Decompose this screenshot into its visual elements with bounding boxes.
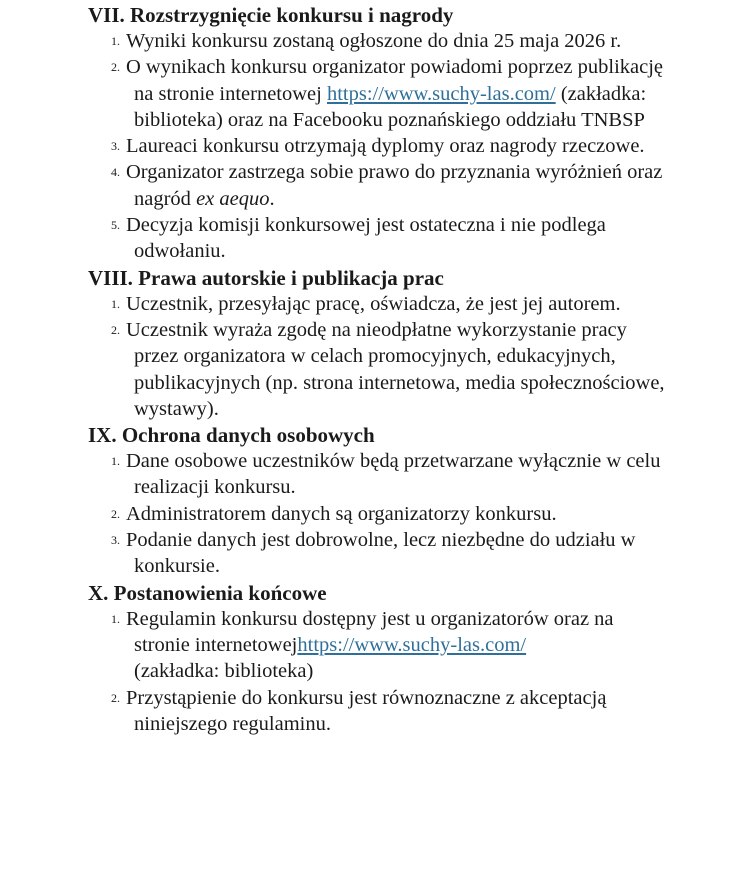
section-title-viii: VIII. Prawa autorskie i publikacja prac — [88, 265, 444, 290]
item-number: 2. — [111, 322, 120, 337]
item-text: O wynikach konkursu organizator powiadomi poprzez publikację na stronie internetowej https://www.suchy-las.com/ (zakładka: biblioteka) oraz na Facebooku poznańskiego oddziału TNBSP — [126, 56, 664, 131]
item-text: Przystąpienie do konkursu jest równoznaczne z akceptacją niniejszego regulaminu. — [126, 686, 607, 735]
list-item — [111, 28, 666, 54]
list-item — [111, 606, 666, 685]
website-link[interactable]: https://www.suchy-las.com/ — [326, 82, 556, 105]
item-number: 3. — [111, 533, 120, 548]
item-number: 1. — [111, 296, 120, 311]
item-number: 1. — [111, 34, 120, 48]
item-number: 5. — [111, 218, 120, 233]
list-item — [111, 159, 666, 212]
item-text: Decyzja komisji konkursowej jest ostateczna i nie podlega odwołaniu. — [126, 214, 606, 263]
list-item — [111, 133, 666, 159]
item-text: Wyniki konkursu zostaną ogłoszone do dnia 25 maja 2026 r. — [126, 30, 622, 52]
section-title-ix: IX. Ochrona danych osobowych — [88, 423, 375, 448]
list-item — [111, 54, 666, 133]
item-text: Dane osobowe uczestników będą przetwarzane wyłącznie w celu realizacji konkursu. — [126, 450, 661, 499]
list-item — [111, 448, 666, 501]
item-number: 3. — [111, 139, 120, 154]
website-link[interactable]: https://www.suchy-las.com/ — [297, 633, 527, 656]
section-title-x: X. Postanowienia końcowe — [88, 580, 327, 605]
item-number: 1. — [111, 454, 120, 469]
item-text: Regulamin konkursu dostępny jest u organizatorów oraz na stronie internetowejhttps://www.suchy-las.com/ (zakładka: biblioteka) — [126, 607, 614, 683]
list-item — [111, 501, 666, 527]
item-text: Administratorem danych są organizatorzy konkursu. — [126, 502, 557, 525]
item-number: 2. — [111, 506, 120, 521]
section-title-vii: VII. Rozstrzygnięcie konkursu i nagrody — [88, 3, 454, 27]
list-item — [111, 212, 666, 265]
item-number: 1. — [111, 611, 120, 626]
item-text: Podanie danych jest dobrowolne, lecz niezbędne do udziału w konkursie. — [126, 529, 636, 578]
item-text: Uczestnik, przesyłając pracę, oświadcza, że jest jej autorem. — [126, 292, 621, 315]
list-item — [111, 291, 666, 317]
item-number: 4. — [111, 165, 120, 180]
item-text: Organizator zastrzega sobie prawo do przyznania wyróżnień oraz nagród ex aequo. — [126, 161, 663, 210]
item-text: Uczestnik wyraża zgodę na nieodpłatne wykorzystanie pracy przez organizatora w celach promocyjnych, edukacyjnych, publikacyjnych (np. strona internetowa, media społecznościowe, wystawy). — [126, 318, 665, 420]
item-number: 2. — [111, 690, 120, 705]
italic-term: ex aequo — [196, 187, 270, 210]
list-item — [111, 685, 666, 738]
item-number: 2. — [111, 60, 120, 75]
list-item — [111, 527, 666, 580]
item-text: Laureaci konkursu otrzymają dyplomy oraz nagrody rzeczowe. — [126, 135, 645, 158]
list-item — [111, 317, 666, 422]
